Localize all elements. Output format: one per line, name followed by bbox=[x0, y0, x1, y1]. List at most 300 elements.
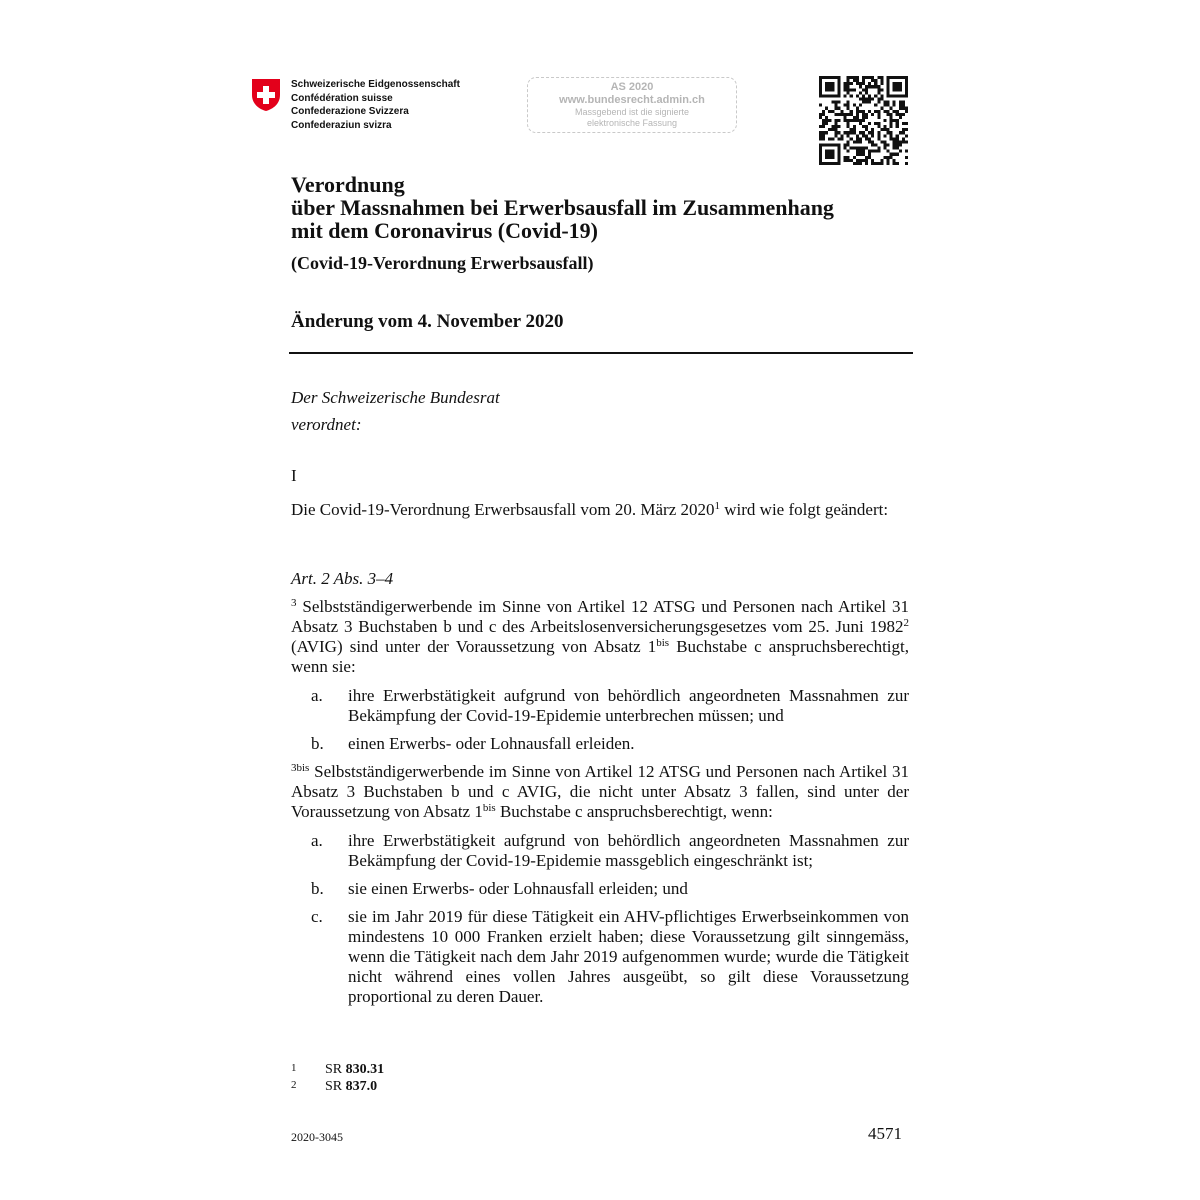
qr-module bbox=[877, 125, 880, 128]
qr-module bbox=[825, 82, 828, 85]
qr-module bbox=[890, 134, 893, 137]
qr-module bbox=[831, 125, 834, 128]
qr-module bbox=[896, 113, 899, 116]
footnote-sr-number: 837.0 bbox=[345, 1079, 378, 1094]
qr-module bbox=[819, 116, 822, 119]
qr-module bbox=[899, 107, 902, 110]
qr-module bbox=[893, 101, 896, 104]
qr-module bbox=[837, 137, 840, 140]
qr-module bbox=[834, 162, 837, 165]
qr-module bbox=[874, 85, 877, 88]
qr-module bbox=[834, 107, 837, 110]
qr-module bbox=[847, 122, 850, 125]
qr-module bbox=[847, 119, 850, 122]
qr-module bbox=[825, 153, 828, 156]
qr-module bbox=[874, 150, 877, 153]
qr-module bbox=[847, 91, 850, 94]
qr-module bbox=[837, 153, 840, 156]
qr-module bbox=[862, 125, 865, 128]
qr-module bbox=[834, 125, 837, 128]
qr-module bbox=[896, 110, 899, 113]
footnote-ref-1[interactable]: 1 bbox=[714, 500, 720, 512]
qr-module bbox=[850, 110, 853, 113]
qr-module bbox=[837, 119, 840, 122]
qr-module bbox=[831, 110, 834, 113]
qr-module bbox=[865, 137, 868, 140]
qr-module bbox=[822, 122, 825, 125]
qr-module bbox=[828, 82, 831, 85]
qr-module bbox=[862, 110, 865, 113]
qr-module bbox=[865, 113, 868, 116]
qr-module bbox=[887, 104, 890, 107]
qr-module bbox=[837, 162, 840, 165]
qr-module bbox=[834, 101, 837, 104]
qr-module bbox=[874, 144, 877, 147]
qr-module bbox=[837, 150, 840, 153]
qr-module bbox=[865, 101, 868, 104]
qr-module bbox=[825, 144, 828, 147]
qr-module bbox=[871, 144, 874, 147]
qr-module bbox=[893, 153, 896, 156]
qr-module bbox=[880, 76, 883, 79]
qr-module bbox=[822, 162, 825, 165]
qr-module bbox=[856, 119, 859, 122]
qr-module bbox=[883, 104, 886, 107]
qr-module bbox=[853, 162, 856, 165]
qr-module bbox=[890, 131, 893, 134]
qr-module bbox=[905, 82, 908, 85]
qr-module bbox=[880, 140, 883, 143]
qr-module bbox=[871, 128, 874, 131]
article-heading: Art. 2 Abs. 3–4 bbox=[291, 569, 394, 588]
qr-module bbox=[822, 119, 825, 122]
qr-module bbox=[865, 156, 868, 159]
qr-module bbox=[819, 85, 822, 88]
qr-module bbox=[825, 150, 828, 153]
stamp-url: www.bundesrecht.admin.ch bbox=[559, 94, 705, 106]
qr-module bbox=[877, 147, 880, 150]
qr-module bbox=[868, 140, 871, 143]
qr-module bbox=[859, 91, 862, 94]
qr-module bbox=[859, 85, 862, 88]
qr-module bbox=[828, 162, 831, 165]
qr-module bbox=[862, 97, 865, 100]
qr-module bbox=[856, 76, 859, 79]
qr-module bbox=[850, 128, 853, 131]
qr-module bbox=[844, 147, 847, 150]
qr-module bbox=[890, 156, 893, 159]
qr-module bbox=[868, 76, 871, 79]
qr-module bbox=[831, 162, 834, 165]
qr-module bbox=[865, 85, 868, 88]
qr-module bbox=[880, 97, 883, 100]
qr-module bbox=[850, 159, 853, 162]
qr-module bbox=[887, 150, 890, 153]
qr-module bbox=[853, 88, 856, 91]
qr-module bbox=[837, 147, 840, 150]
qr-module bbox=[896, 122, 899, 125]
qr-module bbox=[856, 107, 859, 110]
qr-module bbox=[825, 122, 828, 125]
qr-module bbox=[890, 113, 893, 116]
qr-module bbox=[831, 153, 834, 156]
qr-module bbox=[893, 119, 896, 122]
amendment-date: Änderung vom 4. November 2020 bbox=[291, 311, 564, 332]
qr-module bbox=[856, 110, 859, 113]
qr-module bbox=[856, 140, 859, 143]
qr-module bbox=[850, 88, 853, 91]
qr-module bbox=[862, 159, 865, 162]
qr-module bbox=[871, 140, 874, 143]
qr-module bbox=[837, 82, 840, 85]
qr-module bbox=[856, 79, 859, 82]
qr-module bbox=[899, 113, 902, 116]
list-item-letter: c. bbox=[311, 907, 323, 926]
qr-module bbox=[819, 113, 822, 116]
qr-module bbox=[880, 82, 883, 85]
confederation-line-fr: Confédération suisse bbox=[291, 92, 393, 104]
qr-module bbox=[834, 144, 837, 147]
list-item-letter: b. bbox=[311, 879, 324, 898]
qr-module bbox=[899, 94, 902, 97]
qr-module bbox=[896, 134, 899, 137]
qr-module bbox=[865, 128, 868, 131]
qr-module bbox=[883, 140, 886, 143]
footnote-number: 1 bbox=[291, 1062, 297, 1074]
qr-module bbox=[902, 128, 905, 131]
paragraph-3bis-text-a: Selbstständigerwerbende im Sinne von Artikel 12 ATSG und Personen nach Artikel 31 Absatz 3 Buchstaben b und c AVIG, die nicht unter Absatz 3 fallen, sind unter der Voraussetzung von Absatz 1 bbox=[291, 762, 909, 821]
qr-module bbox=[883, 144, 886, 147]
qr-module bbox=[862, 116, 865, 119]
qr-module bbox=[893, 88, 896, 91]
list-item-letter: a. bbox=[311, 831, 323, 850]
preamble-verb: verordnet: bbox=[291, 415, 362, 434]
qr-module bbox=[850, 147, 853, 150]
qr-module bbox=[859, 147, 862, 150]
qr-module bbox=[887, 131, 890, 134]
qr-module bbox=[847, 85, 850, 88]
qr-module bbox=[859, 159, 862, 162]
qr-module bbox=[847, 104, 850, 107]
qr-module bbox=[899, 131, 902, 134]
qr-module bbox=[905, 150, 908, 153]
qr-module bbox=[877, 88, 880, 91]
qr-module bbox=[856, 147, 859, 150]
qr-module bbox=[831, 101, 834, 104]
qr-module bbox=[828, 137, 831, 140]
swiss-crest-icon bbox=[251, 78, 281, 112]
qr-module bbox=[837, 76, 840, 79]
qr-module bbox=[847, 113, 850, 116]
qr-module bbox=[850, 137, 853, 140]
qr-module bbox=[834, 94, 837, 97]
qr-module bbox=[877, 113, 880, 116]
qr-module bbox=[850, 82, 853, 85]
qr-module bbox=[862, 134, 865, 137]
list-item-letter: a. bbox=[311, 686, 323, 705]
qr-module bbox=[859, 153, 862, 156]
qr-module bbox=[819, 104, 822, 107]
qr-module bbox=[874, 122, 877, 125]
paragraph-3-text-c: Buchstabe c anspruchsberechtigt, wenn sie: bbox=[291, 637, 909, 676]
footnote-ref-2[interactable]: 2 bbox=[903, 617, 909, 629]
qr-module bbox=[893, 162, 896, 165]
qr-module bbox=[883, 119, 886, 122]
qr-module bbox=[853, 116, 856, 119]
qr-module bbox=[877, 150, 880, 153]
paragraph-3bis bbox=[291, 762, 909, 822]
qr-module bbox=[819, 82, 822, 85]
qr-module bbox=[868, 82, 871, 85]
qr-module bbox=[877, 110, 880, 113]
qr-module bbox=[865, 147, 868, 150]
intro-text-end: wird wie folgt geändert: bbox=[720, 500, 889, 519]
qr-module bbox=[859, 131, 862, 134]
qr-module bbox=[859, 110, 862, 113]
qr-module bbox=[834, 122, 837, 125]
confederation-line-rm: Confederaziun svizra bbox=[291, 119, 392, 131]
confederation-line-it: Confederazione Svizzera bbox=[291, 106, 409, 117]
qr-module bbox=[874, 110, 877, 113]
qr-module bbox=[834, 113, 837, 116]
qr-module bbox=[896, 94, 899, 97]
qr-module bbox=[840, 113, 843, 116]
qr-module bbox=[847, 125, 850, 128]
qr-module bbox=[834, 134, 837, 137]
qr-module bbox=[856, 94, 859, 97]
qr-module bbox=[890, 137, 893, 140]
qr-module bbox=[819, 76, 822, 79]
qr-module bbox=[896, 153, 899, 156]
qr-module bbox=[825, 131, 828, 134]
qr-module bbox=[871, 159, 874, 162]
footnote-sr-number: 830.31 bbox=[345, 1062, 385, 1077]
qr-module bbox=[862, 113, 865, 116]
qr-module bbox=[819, 150, 822, 153]
qr-module bbox=[837, 107, 840, 110]
qr-module bbox=[828, 85, 831, 88]
document-number: 2020-3045 bbox=[291, 1130, 343, 1144]
list-item-text: ihre Erwerbstätigkeit aufgrund von behördlich angeordneten Massnahmen zur Bekämpfung der Covid-19-Epidemie unterbrechen müssen; und bbox=[348, 686, 909, 725]
qr-code-icon[interactable] bbox=[819, 76, 908, 165]
qr-module bbox=[905, 140, 908, 143]
paragraph-3 bbox=[291, 597, 909, 677]
qr-module bbox=[847, 76, 850, 79]
qr-module bbox=[856, 134, 859, 137]
qr-module bbox=[883, 128, 886, 131]
qr-module bbox=[871, 76, 874, 79]
title-line-3: mit dem Coronavirus (Covid-19) bbox=[291, 218, 598, 243]
qr-module bbox=[822, 144, 825, 147]
stamp-note-1: Massgebend ist die signierte bbox=[574, 107, 690, 117]
confederation-name bbox=[291, 78, 460, 132]
qr-module bbox=[871, 150, 874, 153]
qr-module bbox=[887, 101, 890, 104]
qr-module bbox=[840, 134, 843, 137]
qr-module bbox=[896, 76, 899, 79]
qr-module bbox=[825, 116, 828, 119]
qr-module bbox=[844, 82, 847, 85]
qr-module bbox=[862, 150, 865, 153]
qr-module bbox=[834, 128, 837, 131]
qr-module bbox=[871, 79, 874, 82]
list-item-text: einen Erwerbs- oder Lohnausfall erleiden. bbox=[348, 734, 635, 753]
qr-module bbox=[840, 137, 843, 140]
qr-module bbox=[890, 125, 893, 128]
qr-module bbox=[868, 137, 871, 140]
qr-module bbox=[896, 88, 899, 91]
qr-module bbox=[887, 94, 890, 97]
qr-module bbox=[853, 131, 856, 134]
qr-module bbox=[890, 76, 893, 79]
qr-module bbox=[896, 82, 899, 85]
qr-module bbox=[828, 110, 831, 113]
qr-module bbox=[865, 97, 868, 100]
qr-module bbox=[847, 79, 850, 82]
qr-module bbox=[887, 128, 890, 131]
footnote-text[interactable] bbox=[325, 1079, 377, 1095]
paragraph-marker: 3bis bbox=[291, 762, 310, 774]
qr-module bbox=[902, 131, 905, 134]
qr-module bbox=[819, 134, 822, 137]
qr-module bbox=[834, 76, 837, 79]
qr-module bbox=[877, 162, 880, 165]
qr-module bbox=[887, 82, 890, 85]
qr-module bbox=[883, 134, 886, 137]
qr-module bbox=[896, 119, 899, 122]
qr-module bbox=[868, 97, 871, 100]
intro-paragraph bbox=[291, 500, 909, 520]
qr-module bbox=[822, 113, 825, 116]
qr-module bbox=[831, 150, 834, 153]
qr-module bbox=[837, 79, 840, 82]
stamp-as-year: AS 2020 bbox=[610, 81, 654, 93]
qr-module bbox=[831, 88, 834, 91]
qr-module bbox=[871, 97, 874, 100]
qr-module bbox=[844, 156, 847, 159]
qr-module bbox=[819, 137, 822, 140]
qr-module bbox=[883, 101, 886, 104]
qr-module bbox=[847, 82, 850, 85]
qr-module bbox=[853, 119, 856, 122]
qr-module bbox=[850, 119, 853, 122]
qr-module bbox=[819, 79, 822, 82]
qr-module bbox=[819, 162, 822, 165]
qr-module bbox=[831, 137, 834, 140]
qr-module bbox=[825, 156, 828, 159]
qr-module bbox=[883, 110, 886, 113]
qr-module bbox=[856, 150, 859, 153]
qr-module bbox=[896, 85, 899, 88]
qr-module bbox=[899, 101, 902, 104]
qr-module bbox=[819, 153, 822, 156]
qr-module bbox=[828, 156, 831, 159]
qr-module bbox=[877, 134, 880, 137]
qr-module bbox=[859, 97, 862, 100]
footnote-text[interactable] bbox=[325, 1062, 384, 1078]
qr-module bbox=[902, 107, 905, 110]
superscript-bis: bis bbox=[656, 637, 670, 649]
preamble-authority: Der Schweizerische Bundesrat bbox=[291, 388, 500, 407]
qr-module bbox=[844, 88, 847, 91]
qr-module bbox=[868, 156, 871, 159]
qr-module bbox=[893, 147, 896, 150]
qr-module bbox=[847, 150, 850, 153]
qr-module bbox=[831, 128, 834, 131]
qr-module bbox=[825, 107, 828, 110]
qr-module bbox=[865, 88, 868, 91]
qr-module bbox=[847, 107, 850, 110]
qr-module bbox=[896, 147, 899, 150]
list-item-text: ihre Erwerbstätigkeit aufgrund von behördlich angeordneten Massnahmen zur Bekämpfung der Covid-19-Epidemie massgeblich eingeschränkt ist; bbox=[348, 831, 909, 870]
qr-module bbox=[850, 94, 853, 97]
qr-module bbox=[840, 110, 843, 113]
qr-module bbox=[856, 159, 859, 162]
qr-module bbox=[828, 119, 831, 122]
qr-module bbox=[853, 140, 856, 143]
qr-module bbox=[890, 122, 893, 125]
qr-module bbox=[887, 85, 890, 88]
qr-module bbox=[893, 76, 896, 79]
qr-module bbox=[828, 128, 831, 131]
qr-module bbox=[828, 94, 831, 97]
qr-module bbox=[862, 79, 865, 82]
qr-module bbox=[822, 125, 825, 128]
qr-module bbox=[828, 150, 831, 153]
qr-module bbox=[868, 131, 871, 134]
qr-module bbox=[868, 153, 871, 156]
title-line-1: Verordnung bbox=[291, 172, 405, 197]
qr-module bbox=[902, 122, 905, 125]
qr-module bbox=[865, 159, 868, 162]
qr-module bbox=[868, 122, 871, 125]
qr-module bbox=[893, 110, 896, 113]
qr-module bbox=[859, 137, 862, 140]
qr-module bbox=[877, 131, 880, 134]
qr-module bbox=[828, 88, 831, 91]
qr-module bbox=[828, 76, 831, 79]
ordinance-title bbox=[291, 173, 834, 242]
qr-module bbox=[896, 144, 899, 147]
qr-module bbox=[905, 76, 908, 79]
qr-module bbox=[837, 101, 840, 104]
qr-module bbox=[819, 156, 822, 159]
qr-module bbox=[880, 128, 883, 131]
qr-module bbox=[837, 125, 840, 128]
qr-module bbox=[899, 76, 902, 79]
qr-module bbox=[859, 119, 862, 122]
qr-module bbox=[877, 101, 880, 104]
qr-module bbox=[856, 162, 859, 165]
qr-module bbox=[905, 94, 908, 97]
title-line-2: über Massnahmen bei Erwerbsausfall im Zusammenhang bbox=[291, 195, 834, 220]
qr-module bbox=[859, 140, 862, 143]
qr-module bbox=[853, 156, 856, 159]
qr-module bbox=[853, 128, 856, 131]
qr-module bbox=[902, 94, 905, 97]
qr-module bbox=[905, 128, 908, 131]
qr-module bbox=[905, 122, 908, 125]
qr-module bbox=[890, 153, 893, 156]
qr-module bbox=[828, 153, 831, 156]
qr-module bbox=[825, 76, 828, 79]
qr-module bbox=[844, 159, 847, 162]
qr-module bbox=[899, 88, 902, 91]
qr-module bbox=[896, 140, 899, 143]
qr-module bbox=[837, 113, 840, 116]
qr-module bbox=[887, 79, 890, 82]
qr-module bbox=[874, 162, 877, 165]
